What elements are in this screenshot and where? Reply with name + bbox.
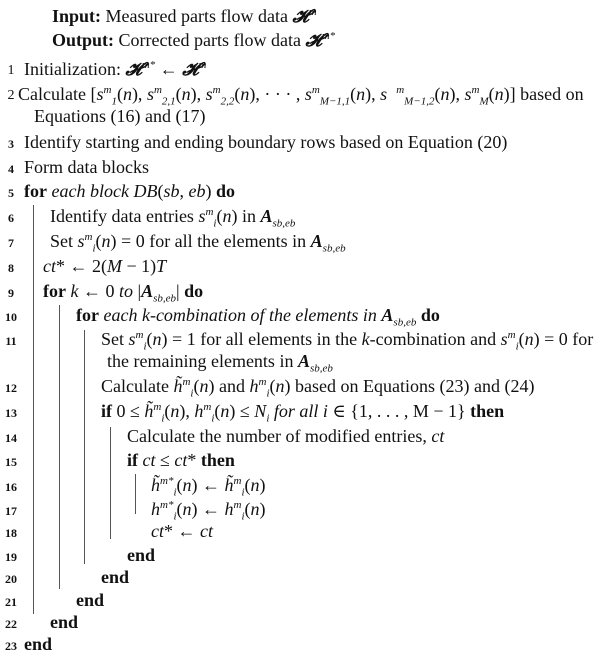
block-bar-level-5	[135, 474, 136, 514]
input-text: Measured parts flow data	[105, 6, 288, 26]
block-bar-level-4	[110, 427, 111, 539]
block-bar-level-3	[84, 330, 85, 564]
block-bar-level-2	[59, 305, 60, 589]
output-label: Output:	[52, 30, 115, 50]
block-bar-level-1	[33, 205, 34, 614]
output-text: Corrected parts flow data	[118, 30, 301, 50]
line-number: 1	[7, 63, 15, 78]
input-symbol: 𝓗	[292, 6, 309, 27]
line-number: 2	[7, 88, 15, 103]
input-label: Input:	[52, 6, 102, 26]
output-symbol: 𝓗	[305, 30, 322, 51]
